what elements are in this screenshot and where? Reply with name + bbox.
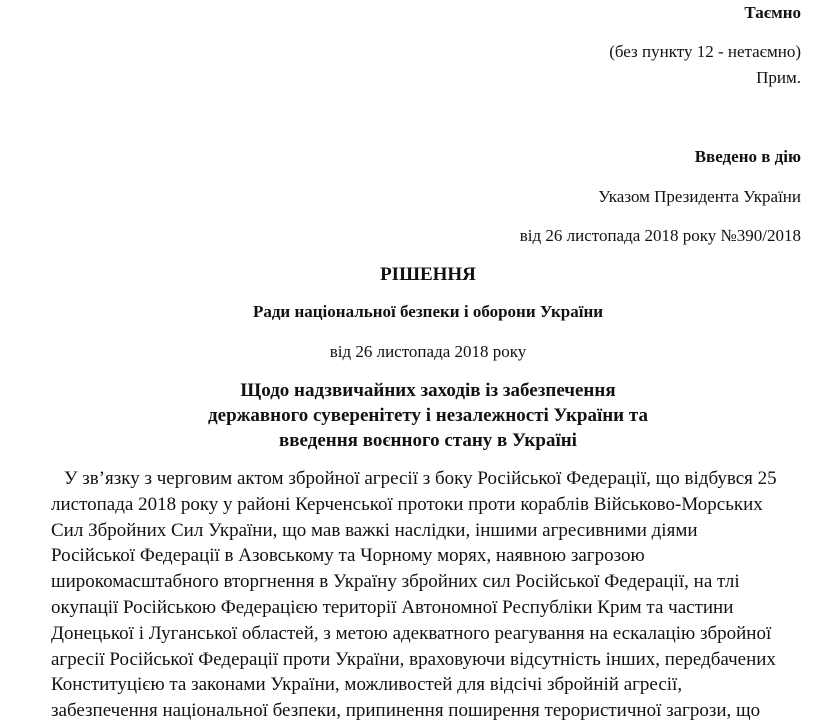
body-line: окупації Російською Федерацією території Автономної Республіки Крим та частини [51,596,734,618]
body-line: широкомасштабного вторгнення в Україну збройних сил Російської Федерації, на тлі [51,571,740,593]
classification-mark: Таємно [744,3,801,22]
subject-line: Щодо надзвичайних заходів із забезпечення [240,380,616,401]
body-paragraph [51,466,809,724]
body-line: агресії Російської Федерації проти України, враховуючи відсутність інших, передбачених [51,648,776,670]
decision-date: від 26 листопада 2018 року [329,342,527,361]
subject-line: введення воєнного стану в Україні [279,430,577,451]
body-line: Донецької і Луганської областей, з метою адекватного реагування на ескалацію збройної [51,622,772,644]
decision-subject [0,378,831,453]
body-line: забезпечення національної безпеки, припинення поширення терористичної загрози, що [51,700,761,722]
enactment-date-number: від 26 листопада 2018 року №390/2018 [519,226,801,245]
copy-mark: Прим. [756,68,801,87]
body-line: листопада 2018 року у районі Керченської протоки проти кораблів Військово-Морських [51,493,763,515]
enactment-title: Введено в дію [694,147,801,166]
decision-issuer: Ради національної безпеки і оборони України [252,302,604,321]
decision-title: РІШЕННЯ [380,264,476,285]
body-line: Російської Федерації в Азовському та Чорному морях, наявною загрозою [51,545,645,567]
body-line: Сил Збройних Сил України, що мав важкі наслідки, іншими агресивними діями [51,519,698,541]
body-line: У зв’язку з черговим актом збройної агресії з боку Російської Федерації, що відбувся 25 [64,468,777,489]
enactment-decree: Указом Президента України [598,187,801,206]
subject-line: державного суверенітету і незалежності України та [208,405,648,426]
body-line: Конституцією та законами України, можливостей для відсічі збройній агресії, [51,674,683,696]
exception-note: (без пункту 12 - нетаємно) [609,42,801,61]
